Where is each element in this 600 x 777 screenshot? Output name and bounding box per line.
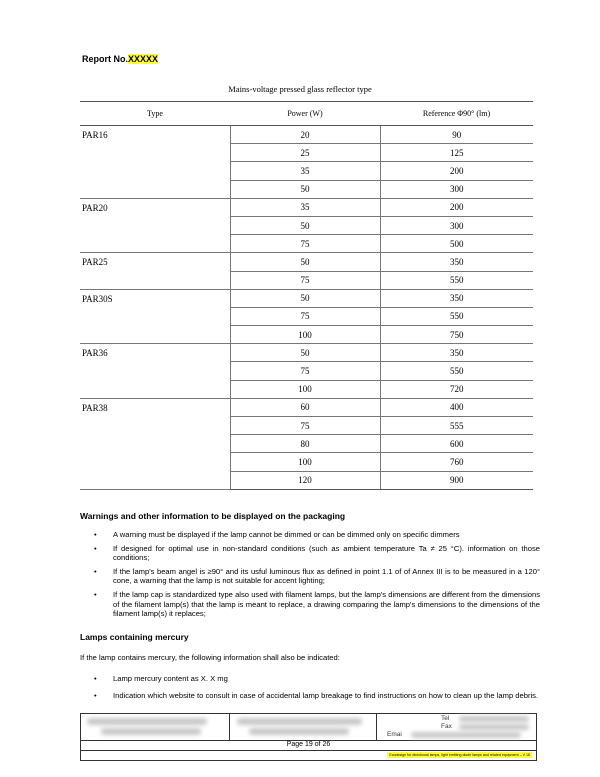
reference-cell: 750 bbox=[380, 326, 533, 344]
redacted-text bbox=[237, 718, 362, 725]
list-item bbox=[80, 590, 540, 619]
reference-cell: 500 bbox=[380, 235, 533, 253]
list-item bbox=[80, 567, 540, 586]
footer-contact-row bbox=[81, 714, 536, 741]
power-cell: 100 bbox=[230, 326, 380, 344]
report-number-label: Report No. bbox=[82, 54, 128, 64]
footer-address-cell bbox=[229, 714, 377, 740]
bullet-icon: • bbox=[94, 674, 97, 683]
footer-company-cell bbox=[81, 714, 230, 740]
type-cell bbox=[80, 216, 230, 234]
power-cell: 50 bbox=[230, 344, 380, 362]
power-cell: 75 bbox=[230, 271, 380, 289]
power-cell: 50 bbox=[230, 216, 380, 234]
page-footer bbox=[80, 713, 537, 761]
bullet-icon: • bbox=[94, 566, 97, 576]
power-cell: 35 bbox=[230, 198, 380, 216]
report-number bbox=[82, 54, 158, 64]
power-cell: 75 bbox=[230, 417, 380, 435]
power-cell: 25 bbox=[230, 144, 380, 162]
type-cell: PAR20 bbox=[82, 202, 108, 213]
warnings-list bbox=[80, 530, 540, 623]
page-number: Page 19 of 26 bbox=[81, 740, 536, 751]
table-row bbox=[80, 198, 533, 216]
reference-cell: 600 bbox=[380, 435, 533, 453]
reference-cell: 550 bbox=[380, 307, 533, 325]
table-row bbox=[80, 326, 533, 344]
type-cell bbox=[80, 307, 230, 325]
type-cell bbox=[80, 471, 230, 489]
footer-note-row bbox=[81, 751, 536, 760]
mercury-intro: If the lamp contains mercury, the following information shall also be indicated: bbox=[80, 653, 340, 662]
reference-cell: 350 bbox=[380, 344, 533, 362]
table-row bbox=[80, 307, 533, 325]
list-item-text: Lamp mercury content as X. X mg bbox=[113, 674, 228, 683]
reference-cell: 200 bbox=[380, 162, 533, 180]
list-item-text: If designed for optimal use in non-standard conditions (such as ambient temperature Ta ≠ 25 °C). information on those conditions; bbox=[113, 543, 540, 563]
type-cell: PAR30S bbox=[82, 293, 113, 304]
redacted-text bbox=[101, 728, 201, 735]
reference-cell: 720 bbox=[380, 380, 533, 398]
bullet-icon: • bbox=[94, 530, 97, 539]
table-row bbox=[80, 362, 533, 380]
header-type: Type bbox=[80, 102, 230, 126]
power-cell: 20 bbox=[230, 126, 380, 144]
power-cell: 75 bbox=[230, 307, 380, 325]
type-cell bbox=[80, 271, 230, 289]
bullet-icon: • bbox=[94, 690, 97, 700]
reference-cell: 300 bbox=[380, 216, 533, 234]
warnings-title: Warnings and other information to be displayed on the packaging bbox=[80, 511, 346, 521]
list-item bbox=[80, 691, 540, 701]
table-row bbox=[80, 126, 533, 144]
reference-cell: 550 bbox=[380, 271, 533, 289]
list-item bbox=[80, 530, 540, 540]
type-cell: PAR25 bbox=[82, 257, 108, 268]
mercury-title: Lamps containing mercury bbox=[80, 632, 189, 642]
power-cell: 75 bbox=[230, 362, 380, 380]
footer-note: Ecodesign for directional lamps, light emitting diode lamps and related equipment – V 16 bbox=[389, 753, 530, 757]
table-row bbox=[80, 180, 533, 198]
table-caption: Mains-voltage pressed glass reflector type bbox=[228, 84, 372, 94]
reference-cell: 550 bbox=[380, 362, 533, 380]
power-cell: 80 bbox=[230, 435, 380, 453]
table-row bbox=[80, 144, 533, 162]
footer-email-label: Emai bbox=[387, 731, 402, 738]
list-item bbox=[80, 674, 540, 684]
reference-cell: 400 bbox=[380, 398, 533, 416]
redacted-text bbox=[249, 728, 349, 735]
table-header-row bbox=[80, 102, 533, 126]
table-row bbox=[80, 162, 533, 180]
lamp-table bbox=[80, 101, 533, 490]
redacted-text bbox=[459, 716, 529, 722]
power-cell: 50 bbox=[230, 289, 380, 307]
redacted-text bbox=[411, 732, 521, 738]
table-row bbox=[80, 289, 533, 307]
list-item bbox=[80, 544, 540, 563]
list-item-text: A warning must be displayed if the lamp cannot be dimmed or can be dimmed only on specific dimmers bbox=[113, 530, 460, 539]
list-item-text: If the lamp's beam angel is ≥90° and its usful luminous flux as defined in point 1.1 of of Annex III is to be measured in a 120° cone, a warning that the lamp is not suitable for accent lighting; bbox=[113, 566, 540, 586]
redacted-text bbox=[459, 724, 529, 730]
footer-tel-label: Tel bbox=[441, 715, 450, 722]
bullet-icon: • bbox=[94, 589, 97, 599]
power-cell: 75 bbox=[230, 235, 380, 253]
type-cell bbox=[80, 326, 230, 344]
table-row bbox=[80, 271, 533, 289]
table-row bbox=[80, 344, 533, 362]
list-item-text: If the lamp cap is standardized type also used with filament lamps, but the lamp's dimensions are different from the dimensions of the filament lamp(s) that the lamp is meant to replace, a drawing comparing the lamp's dimensions to the dimensions of the filament lamp(s) it replaces; bbox=[113, 589, 540, 619]
power-cell: 60 bbox=[230, 398, 380, 416]
reference-cell: 90 bbox=[380, 126, 533, 144]
power-cell: 120 bbox=[230, 471, 380, 489]
table-row bbox=[80, 216, 533, 234]
type-cell bbox=[80, 453, 230, 471]
reference-cell: 555 bbox=[380, 417, 533, 435]
header-power: Power (W) bbox=[230, 102, 380, 126]
power-cell: 35 bbox=[230, 162, 380, 180]
bullet-icon: • bbox=[94, 543, 97, 553]
table-row bbox=[80, 253, 533, 271]
table-body bbox=[80, 126, 533, 490]
table-row bbox=[80, 453, 533, 471]
type-cell: PAR36 bbox=[82, 348, 108, 359]
power-cell: 100 bbox=[230, 380, 380, 398]
mercury-list bbox=[80, 674, 540, 704]
list-item-text: Indication which website to consult in case of accidental lamp breakage to find instructions on how to clean up the lamp debris. bbox=[113, 690, 539, 700]
reference-cell: 350 bbox=[380, 253, 533, 271]
type-cell bbox=[80, 417, 230, 435]
reference-cell: 350 bbox=[380, 289, 533, 307]
reference-cell: 900 bbox=[380, 471, 533, 489]
power-cell: 100 bbox=[230, 453, 380, 471]
type-cell bbox=[80, 435, 230, 453]
reference-cell: 125 bbox=[380, 144, 533, 162]
table-row bbox=[80, 435, 533, 453]
table-row bbox=[80, 380, 533, 398]
type-cell bbox=[80, 180, 230, 198]
reference-cell: 300 bbox=[380, 180, 533, 198]
redacted-text bbox=[87, 718, 207, 725]
reference-cell: 200 bbox=[380, 198, 533, 216]
type-cell bbox=[80, 235, 230, 253]
type-cell: PAR38 bbox=[82, 402, 108, 413]
power-cell: 50 bbox=[230, 253, 380, 271]
table-row bbox=[80, 471, 533, 489]
power-cell: 50 bbox=[230, 180, 380, 198]
report-number-value: XXXXX bbox=[128, 54, 159, 64]
table-row bbox=[80, 235, 533, 253]
type-cell bbox=[80, 162, 230, 180]
type-cell: PAR16 bbox=[82, 129, 108, 140]
header-reference: Reference Φ90° (lm) bbox=[380, 102, 533, 126]
table-row bbox=[80, 398, 533, 416]
type-cell bbox=[80, 144, 230, 162]
type-cell bbox=[80, 362, 230, 380]
type-cell bbox=[80, 380, 230, 398]
reference-cell: 760 bbox=[380, 453, 533, 471]
table-row bbox=[80, 417, 533, 435]
footer-fax-label: Fax bbox=[441, 723, 452, 730]
